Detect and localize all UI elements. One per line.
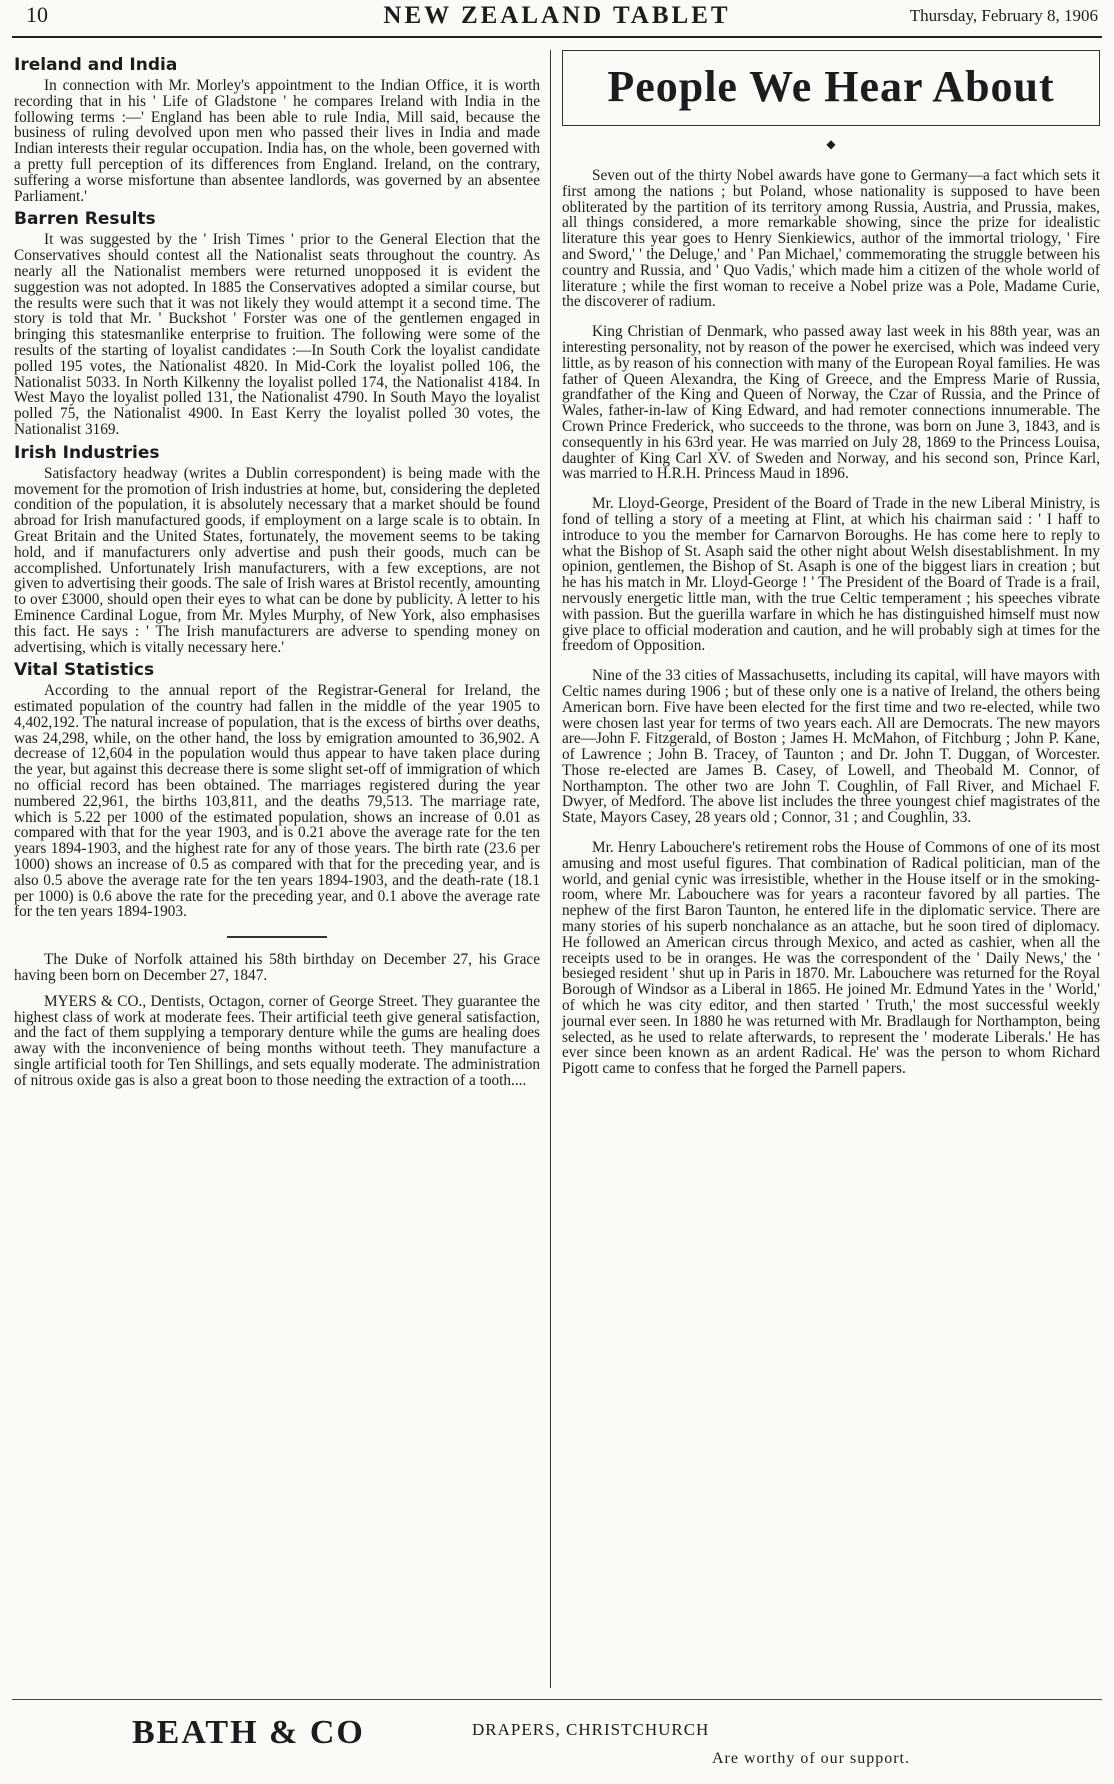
advertiser-name: BEATH & CO (132, 1714, 365, 1751)
section-heading: Barren Results (14, 209, 156, 230)
section-heading: Vital Statistics (14, 660, 155, 681)
article-paragraph: Mr. Henry Labouchere's retirement robs the House of Commons of one of its most amusing and most useful figures. That combination of Radical politician, man of the world, and genial cynic was irresistible, whether in the House itself or in the smoking-room, where Mr. Labouchere was for years a raconteur favored by all parties. The nephew of the first Baron Taunton, he entered life in the diplomatic service. There are many stories of his superb nonchalance as an attache, but he soon tired of diplomacy. He followed an American circus through Mexico, and acted as cashier, when all the receipts used to be in oranges. He was the correspondent of the ' Daily News,' the ' besieged resident ' shut up in Paris in 1870. Mr. Labouchere was returned for the Royal Borough of Windsor as a Liberal in 1865. He joined Mr. Edmund Yates in the ' World,' of which he was city editor, and then started ' Truth,' the most successful weekly journal ever seen. In 1880 he was returned with Mr. Bradlaugh for Northampton, being selected, as he used to relate afterwards, to represent the ' moderate Liberals.' He has ever since been known as an ardent Radical. He' was the person to whom Richard Pigott came to confess that he forged the Parnell papers. (562, 839, 1100, 1078)
page-number: 10 (26, 2, 48, 27)
article-paragraph: Mr. Lloyd-George, President of the Board of Trade in the new Liberal Ministry, is fond of telling a story of a meeting at Flint, at which his chairman said : ' I haff to introduce to you the member for Carnarvon Boroughs. He has come here to reply to what the Bishop of St. Asaph said the other night about Welsh disestablishment. In my opinion, gentlemen, the Bishop of St. Asaph is one of the biggest liars in creation ; but he has his match in Mr. Lloyd-George ! ' The President of the Board of Trade is a frail, nervously energetic little man, with the true Celtic temperament ; his speeches vibrate with passion. But the guerilla warfare in which he has distinguished himself must now give place to official moderation and caution, and he will probably sigh at times for the freedom of Opposition. (562, 495, 1100, 655)
article-paragraph: Satisfactory headway (writes a Dublin correspondent) is being made with the movement for the promotion of Irish industries at home, but, considering the depleted condition of the population, it is absolutely necessary that a market should be found abroad for Irish manufactured goods, if employment on a large scale is to obtain. In Great Britain and the United States, fortunately, the movement seems to be taking hold, and if manufacturers only advertise and push their goods, much can be accomplished. Unfortunately Irish manufacturers, with a few exceptions, are not given to advertising their goods. The sale of Irish wares at Bristol recently, amounting to over £3000, should open their eyes to what can be done by publicity. A letter to his Eminence Cardinal Logue, from Mr. Myles Murphy, of New York, also emphasises this fact. He says : ' The Irish manufacturers are adverse to spending money on advertising, which is vitally necessary here.' (14, 464, 540, 656)
article-paragraph: In connection with Mr. Morley's appointment to the Indian Office, it is worth recording that in his ' Life of Gladstone ' he compares Ireland with India in the following terms :—' England has been able to rule India, Mill said, because the business of ruling devolved upon men who passed their lives in India and made Indian interests their regular occupation. India has, on the whole, been governed with a pretty full perception of its differences from England. Ireland, on the contrary, suffering a worse misfortune than absentee landlords, was governed by an absentee Parliament.' (14, 77, 540, 205)
left-column (14, 50, 540, 1099)
feature-title: People We Hear About (607, 62, 1055, 111)
advertisement-paragraph: MYERS & CO., Dentists, Octagon, corner of George Street. They guarantee the highest class of work at moderate fees. Their artificial teeth give general satisfaction, and the fact of them supplying a temporary denture while the gums are healing does away with the inconvenience of being months without teeth. They manufacture a single artificial tooth for Ten Shillings, and sets equally moderate. The administration of nitrous oxide gas is also a great boon to those needing the extraction of a tooth.... (14, 992, 540, 1089)
feature-header-box (562, 50, 1100, 126)
article-paragraph: Nine of the 33 cities of Massachusetts, including its capital, will have mayors with Celtic names during 1906 ; but of these only one is a native of Ireland, the others being American born. Five have been elected for the first time and two re-elected, while two were chosen last year for terms of two years each. All are Democrats. The new mayors are—John F. Fitzgerald, of Boston ; James H. McMahon, of Fitchburg ; John P. Kane, of Lawrence ; John B. Tracey, of Taunton ; and Dr. John T. Duggan, of Worcester. Those re-elected are James B. Casey, of Lowell, and Theobald M. Connor, of Northampton. The other two are John T. Coughlin, of Fall River, and Michael F. Dwyer, of Medford. The above list includes the three youngest chief magistrates of the State, Mayors Casey, 28 years old ; Connor, 31 ; and Coughlin, 33. (562, 667, 1100, 827)
article-paragraph: King Christian of Denmark, who passed away last week in his 88th year, was an interesting personality, not by reason of the power he exercised, which was indeed very little, as by reason of his connection with many of the European Royal families. He was father of Queen Alexandra, the King of Greece, and the Empress Marie of Russia, grandfather of the King and Queen of Norway, the Czar of Russia, and the Prince of Wales, father-in-law of King Edward, and had remoter connections innumerable. The Crown Prince Frederick, who succeeds to the throne, was born on June 3, 1843, and is consequently in his 63rd year. He was married on July 28, 1869 to the Princess Louisa, daughter of King Carl XV. of Sweden and Norway, and his second son, Prince Karl, was married to H.R.H. Princess Maud in 1896. (562, 323, 1100, 483)
section-heading: Irish Industries (14, 442, 160, 463)
diamond-ornament-icon: ◆ (826, 137, 836, 151)
right-column (562, 50, 1100, 1091)
article-paragraph: According to the annual report of the Registrar-General for Ireland, the estimated population of the country had fallen in the middle of the year 1905 to 4,402,192. The natural increase of population, that is the excess of births over deaths, was 24,298, while, on the other hand, the loss by emigration amounted to 36,902. A decrease of 12,604 in the population would thus appear to have taken place during the year, but against this decrease there is some slight set-off of immigration of which no official record has been obtained. The marriages registered during the year numbered 22,961, the births 103,811, and the deaths 79,513. The marriage rate, which is 5.22 per 1000 of the estimated population, shows an increase of 0.01 as compared with that for the year 1903, and is 0.21 above the average rate for the ten years 1894-1903, and the highest rate for any of those years. The birth rate (23.6 per 1000) shows an increase of 0.5 as compared with that for the preceding year, and is also 0.5 above the average rate for the ten years 1894-1903, and the death-rate (18.1 per 1000) is 0.6 above the rate for the preceding year, and 0.1 above the average rate for the ten years 1894-1903. (14, 682, 540, 921)
masthead (12, 0, 1102, 38)
publication-title: NEW ZEALAND TABLET (383, 2, 731, 29)
section-heading: Ireland and India (14, 55, 178, 75)
article-paragraph: Seven out of the thirty Nobel awards have gone to Germany—a fact which sets it first among the nations ; but Poland, whose nationality is supposed to have been obliterated by the partition of its territory among Russia, Austria, and Prussia, makes, all things considered, a more remarkable showing, since the prize for idealistic literature this year goes to Henry Sienkiewics, author of the immortal triology, ' Fire and Sword,' ' the Deluge,' and ' Pan Michael,' commemorating the struggle between his country and Russia, and ' Quo Vadis,' which made him a citizen of the whole world of literature ; while the first woman to receive a Nobel prize was a Pole, Madame Curie, the discoverer of radium. (562, 167, 1100, 311)
section-rule (227, 936, 327, 938)
advertiser-trade: DRAPERS, CHRISTCHURCH (472, 1720, 710, 1739)
notes-section (14, 936, 540, 1088)
note-paragraph: The Duke of Norfolk attained his 58th birthday on December 27, his Grace having been born on December 27, 1847. (14, 951, 540, 985)
advertiser-tagline: Are worthy of our support. (712, 1750, 910, 1767)
column-divider (550, 50, 551, 1688)
issue-date: Thursday, February 8, 1906 (909, 6, 1098, 25)
footer-advertisement (12, 1699, 1102, 1784)
article-paragraph: It was suggested by the ' Irish Times ' prior to the General Election that the Conservatives should contest all the Nationalist seats throughout the country. As nearly all the Nationalist members were returned unopposed it is evident the suggestion was not adopted. In 1885 the Conservatives adopted a similar course, but the results were such that it was not likely they would attempt it a second time. The story is told that Mr. ' Buckshot ' Forster was one of the gentlemen engaged in bringing this statesmanlike enterprise to fruition. The following were some of the results of the starting of loyalist candidates :—In South Cork the loyalist candidate polled 195 votes, the Nationalist 4820. In Mid-Cork the loyalist polled 106, the Nationalist 5033. In North Kilkenny the loyalist polled 174, the Nationalist 4184. In West Mayo the loyalist polled 131, the Nationalist 4790. In South Mayo the loyalist polled 75, the Nationalist 4900. In East Kerry the loyalist polled 30 votes, the Nationalist 3169. (14, 231, 540, 438)
